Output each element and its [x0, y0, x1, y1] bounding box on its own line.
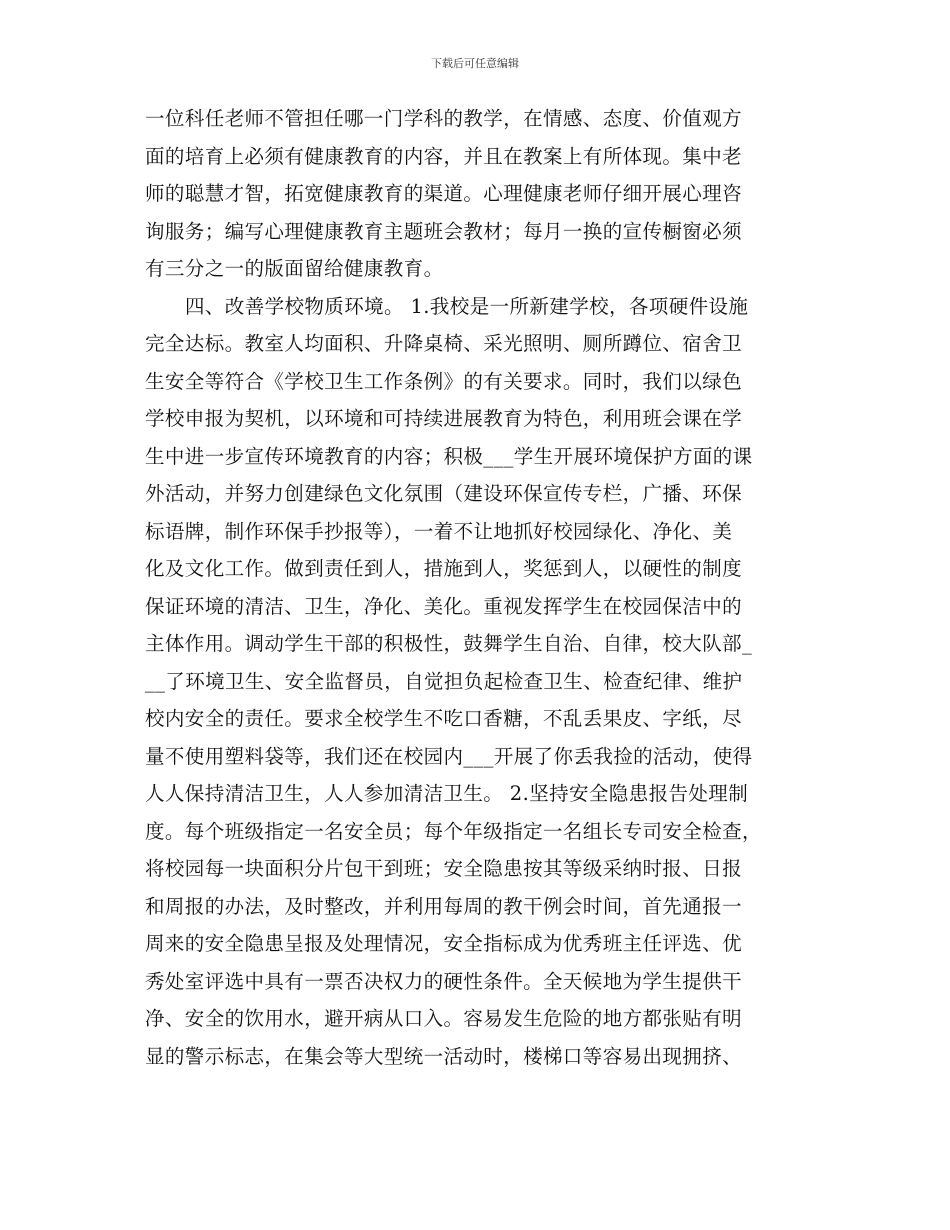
text-line: 人人保持清洁卫生，人人参加清洁卫生。 2.坚持安全隐患报告处理制: [145, 782, 749, 805]
text-line: 化及文化工作。做到责任到人，措施到人，奖惩到人，以硬性的制度: [145, 557, 743, 580]
document-body: [145, 100, 810, 1075]
text-line: 秀处室评选中具有一票否决权力的硬性条件。全天候地为学生提供干: [145, 969, 743, 993]
text-line: 主体作用。调动学生干部的积极性，鼓舞学生自治、自律，校大队部_: [145, 632, 753, 655]
text-line: 净、安全的饮用水，避开病从口入。容易发生危险的地方都张贴有明: [145, 1007, 743, 1030]
text-line: 度。每个班级指定一名安全员；每个年级指定一名组长专司安全检查，: [145, 819, 762, 843]
page-header: 下载后可任意编辑: [431, 57, 519, 70]
paragraph-health-education: [145, 100, 810, 288]
paragraph-physical-environment: [145, 288, 810, 1076]
text-line: 生安全等符合《学校卫生工作条例》的有关要求。同时，我们以绿色: [145, 369, 743, 393]
text-line: 外活动，并努力创建绿色文化氛围（建设环保宣传专栏，广播、环保: [145, 482, 743, 505]
text-line: 量不使用塑料袋等，我们还在校园内___开展了你丢我捡的活动，使得: [145, 744, 753, 768]
text-line: 生中进一步宣传环境教育的内容；积极___学生开展环境保护方面的课: [145, 444, 753, 468]
text-line: 将校园每一块面积分片包干到班；安全隐患按其等级采纳时报、日报: [145, 857, 743, 880]
text-line: 师的聪慧才智，拓宽健康教育的渠道。心理健康老师仔细开展心理咨: [145, 182, 743, 205]
text-line: 学校申报为契机，以环境和可持续进展教育为特色，利用班会课在学: [145, 407, 743, 430]
text-line: 完全达标。教室人均面积、升降桌椅、采光照明、厕所蹲位、宿舍卫: [145, 332, 743, 355]
text-line: 周来的安全隐患呈报及处理情况，安全指标成为优秀班主任评选、优: [145, 932, 743, 955]
text-line: 和周报的办法，及时整改，并利用每周的教干例会时间，首先通报一: [145, 894, 743, 918]
text-line: 询服务；编写心理健康教育主题班会教材；每月一换的宣传橱窗必须: [145, 219, 743, 243]
text-line: 面的培育上必须有健康教育的内容，并且在教案上有所体现。集中老: [145, 144, 743, 168]
text-line: __了环境卫生、安全监督员，自觉担负起检查卫生、检查纪律、维护: [145, 669, 743, 693]
text-line: 标语牌，制作环保手抄报等），一着不让地抓好校园绿化、净化、美: [145, 519, 733, 543]
text-line: 保证环境的清洁、卫生，净化、美化。重视发挥学生在校园保洁中的: [145, 594, 743, 618]
text-line: 显的警示标志，在集会等大型统一活动时，楼梯口等容易出现拥挤、: [145, 1044, 743, 1068]
text-line: 一位科任老师不管担任哪一门学科的教学，在情感、态度、价值观方: [145, 107, 743, 130]
text-line: 有三分之一的版面留给健康教育。: [145, 257, 444, 280]
text-line: 四、改善学校物质环境。 1.我校是一所新建学校，各项硬件设施: [185, 294, 749, 318]
text-line: 校内安全的责任。要求全校学生不吃口香糖，不乱丢果皮、字纸，尽: [145, 707, 743, 730]
